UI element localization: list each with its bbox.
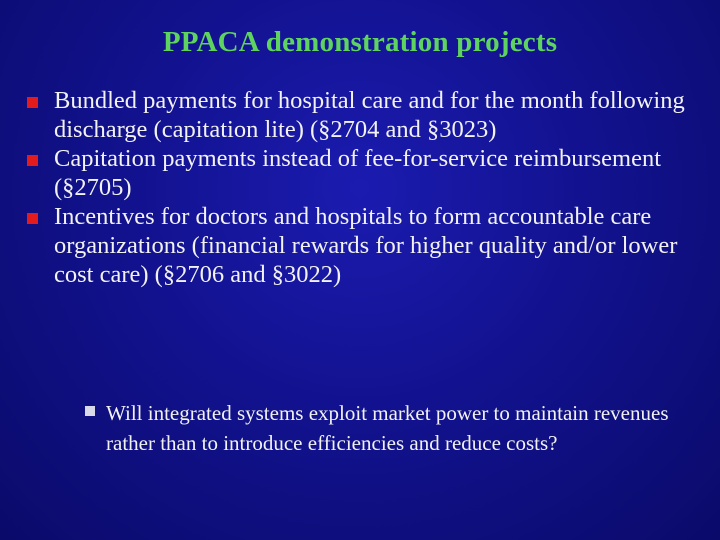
bullet-item	[54, 144, 710, 202]
bullet-text: Capitation payments instead of fee-for-service reimbursement (§2705)	[54, 145, 662, 201]
bullet-item	[54, 202, 710, 289]
bullet-list	[54, 86, 710, 289]
square-bullet-icon	[85, 406, 95, 416]
bullet-text: Bundled payments for hospital care and for the month following discharge (capitation lite) (§2704 and §3023)	[54, 87, 685, 143]
sub-bullet-item	[106, 398, 706, 458]
square-bullet-icon	[27, 155, 38, 166]
bullet-item	[54, 86, 710, 144]
bullet-text: Incentives for doctors and hospitals to form accountable care organizations (financial rewards for higher quality and/or lower cost care) (§2706 and §3022)	[54, 203, 678, 288]
square-bullet-icon	[27, 213, 38, 224]
sub-bullet-list	[106, 398, 706, 458]
square-bullet-icon	[27, 97, 38, 108]
slide-title: PPACA demonstration projects	[162, 26, 558, 58]
sub-bullet-text: Will integrated systems exploit market power to maintain revenues rather than to introduce efficiencies and reduce costs?	[106, 401, 669, 455]
